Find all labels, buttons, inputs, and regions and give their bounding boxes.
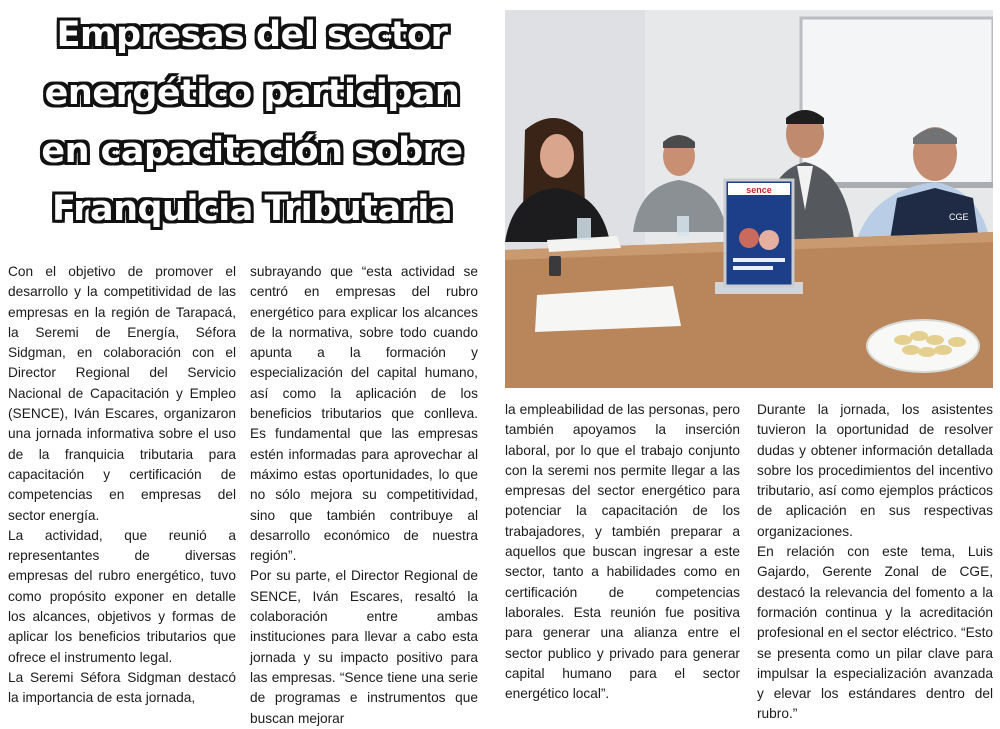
whiteboard (801, 18, 993, 188)
paragraph: la empleabilidad de las personas, pero también apoyamos la inserción laboral, por lo que el trabajo conjunto con la seremi nos permite llegar a las empresas del sector energético para potenciar la capacitación de los trabajadores, y también preparar a aquellos que buscan ingresar a este sector, tanto a habilidades como en certificación de competencias laborales. Esta reunión fue positiva para generar una alianza entre el sector publico y privado para generar capital humano para el sector energético local”. (505, 402, 740, 702)
sence-banner (715, 180, 803, 294)
headline (8, 6, 496, 238)
headline-line: energético participan (44, 73, 460, 113)
paragraph: La Seremi Séfora Sidgman destacó la importancia de esta jornada, (8, 669, 236, 706)
paragraph: Durante la jornada, los asistentes tuvieron la oportunidad de resolver dudas y obtener información detallada sobre los procedimientos del incentivo tributario, así como ejemplos prácticos de aplicación en sus respectivas organizaciones. (757, 402, 993, 539)
paragraph: Con el objetivo de promover el desarrollo y la competitividad de las empresas en la región de Tarapacá, la Seremi de Energía, Séfora Sidgman, en colaboración con el Director Regional del Servicio Nacional de Capacitación y Empleo (SENCE), Iván Escares, organizaron una jornada informativa sobre el uso de la franquicia tributaria para capacitación y certificación de competencias en empresas del sector energía. (8, 264, 236, 523)
water-glass (577, 218, 591, 240)
water-glass (677, 216, 689, 236)
article-column-3 (505, 400, 740, 704)
cookie-plate (867, 320, 979, 372)
article-column-4 (757, 400, 993, 725)
headline-line: Franquicia Tributaria (52, 189, 452, 229)
paragraph: En relación con este tema, Luis Gajardo, Gerente Zonal de CGE, destacó la relevancia del fomento a la formación continua y la acreditación profesional en el sector eléctrico. “Esto se presenta como un pilar clave para impulsar la especialización avanzada y elevar los estándares dentro del rubro.” (757, 544, 993, 722)
headline-line: Empresas del sector (56, 15, 448, 55)
shirt-logo: CGE (949, 212, 969, 222)
phone-icon (549, 256, 561, 276)
banner-logo: sence (746, 185, 772, 195)
article-column-2 (250, 262, 478, 729)
headline-line: en capacitación sobre (41, 131, 463, 171)
paragraph: subrayando que “esta actividad se centró en empresas del rubro energético para explicar los alcances de la normativa, sobre todo cuando apunta a la formación y especialización del capital humano, así como la aplicación de los beneficios tributarios que conlleva. Es fundamental que las empresas estén informadas para aprovechar al máximo estas oportunidades, lo que no sólo mejora su competitividad, sino que también contribuye al desarrollo económico de nuestra región”. (250, 264, 478, 564)
paragraph: Por su parte, el Director Regional de SENCE, Iván Escares, resaltó la colaboración entre ambas instituciones para llevar a cabo esta jornada y su impacto positivo para las empresas. “Sence tiene una serie de programas e instrumentos que buscan mejorar (250, 568, 478, 726)
article-column-1 (8, 262, 236, 709)
meeting-photo (505, 10, 993, 388)
paragraph: La actividad, que reunió a representantes de diversas empresas del rubro energético, tuvo como propósito exponer en detalle los alcances, objetivos y formas de aplicar los beneficios tributarios que ofrece el instrumento legal. (8, 527, 236, 665)
